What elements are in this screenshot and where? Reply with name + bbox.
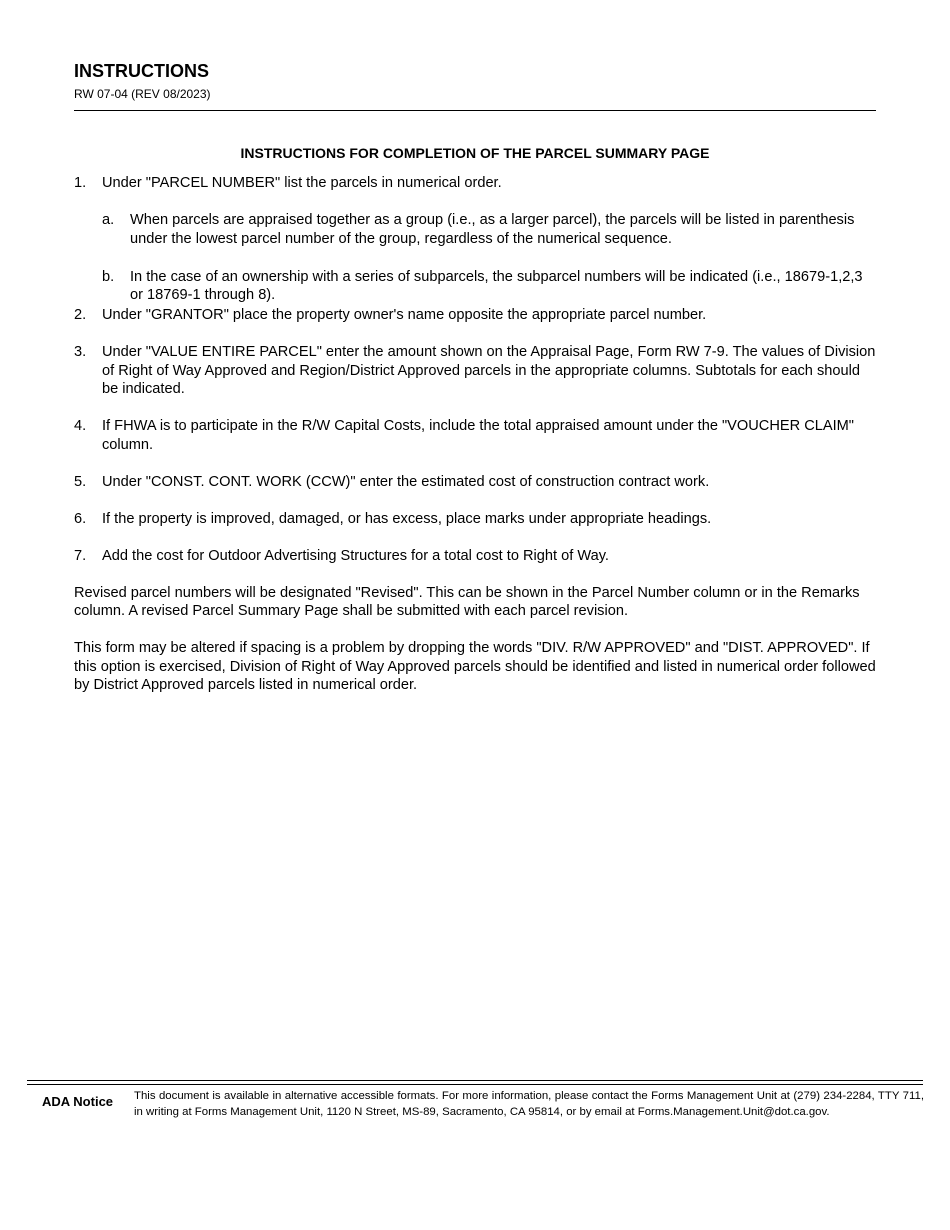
instruction-item-3 bbox=[74, 343, 876, 399]
instruction-item-4 bbox=[74, 417, 876, 454]
item-text: Add the cost for Outdoor Advertising Structures for a total cost to Right of Way. bbox=[102, 547, 609, 564]
subitem-list bbox=[102, 211, 876, 305]
section-title: INSTRUCTIONS FOR COMPLETION OF THE PARCEL SUMMARY PAGE bbox=[240, 145, 710, 161]
revised-parcels-paragraph: Revised parcel numbers will be designated "Revised". This can be shown in the Parcel Number column or in the Remarks column. A revised Parcel Summary Page shall be submitted with each parcel revision. bbox=[74, 584, 860, 619]
subitem-letter: b. bbox=[102, 268, 115, 285]
item-text: Under "GRANTOR" place the property owner's name opposite the appropriate parcel number. bbox=[102, 307, 707, 323]
instruction-item-1 bbox=[74, 174, 876, 305]
item-number: 5. bbox=[74, 473, 87, 490]
form-id: RW 07-04 (REV 08/2023) bbox=[74, 87, 211, 101]
subitem-letter: a. bbox=[102, 212, 115, 228]
footer-divider-top bbox=[27, 1080, 923, 1081]
item-text: Under "VALUE ENTIRE PARCEL" enter the amount shown on the Appraisal Page, Form RW 7-9. The values of Division of Right of Way Approved and Region/District Approved parcels in the appropriate columns. Subtotals for each should be indicated. bbox=[102, 344, 876, 397]
subitem-text: When parcels are appraised together as a group (i.e., as a larger parcel), the parcels will be listed in parenthesis under the lowest parcel number of the group, regardless of the numerical sequence. bbox=[130, 212, 855, 247]
instruction-item-7 bbox=[74, 547, 876, 566]
ada-notice-label: ADA Notice bbox=[42, 1094, 114, 1109]
item-text: Under "CONST. CONT. WORK (CCW)" enter the estimated cost of construction contract work. bbox=[102, 473, 710, 490]
item-number: 4. bbox=[74, 418, 87, 434]
footer-divider-bottom bbox=[27, 1084, 923, 1085]
form-alteration-paragraph: This form may be altered if spacing is a problem by dropping the words "DIV. R/W APPROVED" and "DIST. APPROVED". If this option is exercised, Division of Right of Way Approved parcels should be identified and listed in numerical order followed by District Approved parcels listed in numerical order. bbox=[74, 640, 876, 693]
instruction-item-6 bbox=[74, 510, 876, 529]
item-number: 6. bbox=[74, 510, 87, 527]
subitem-text: In the case of an ownership with a series of subparcels, the subparcel numbers will be indicated (i.e., 18679-1,2,3 or 18769-1 through 8). bbox=[130, 268, 863, 303]
ada-notice-text: This document is available in alternative accessible formats. For more information, please contact the Forms Management Unit at (279) 234-2284, TTY 711, in writing at Forms Management Unit, 1120 N Street, MS-89, Sacramento, CA 95814, or by email at Forms.Management.Unit@dot.ca.gov. bbox=[134, 1090, 924, 1118]
instructions-content bbox=[74, 174, 876, 713]
item-text: If the property is improved, damaged, or has excess, place marks under appropriate headings. bbox=[102, 510, 712, 527]
instruction-item-2 bbox=[74, 306, 876, 325]
page-title: INSTRUCTIONS bbox=[74, 61, 209, 81]
instruction-item-5 bbox=[74, 473, 876, 492]
item-text: Under "PARCEL NUMBER" list the parcels in numerical order. bbox=[102, 175, 502, 191]
item-text: If FHWA is to participate in the R/W Capital Costs, include the total appraised amount under the "VOUCHER CLAIM" column. bbox=[102, 418, 854, 453]
item-number: 1. bbox=[74, 175, 87, 191]
item-number: 3. bbox=[74, 344, 87, 360]
header-divider bbox=[74, 110, 876, 111]
subitem-b bbox=[102, 268, 876, 305]
subitem-a bbox=[102, 211, 876, 248]
header bbox=[74, 60, 876, 102]
item-number: 2. bbox=[74, 307, 87, 323]
item-number: 7. bbox=[74, 547, 87, 564]
